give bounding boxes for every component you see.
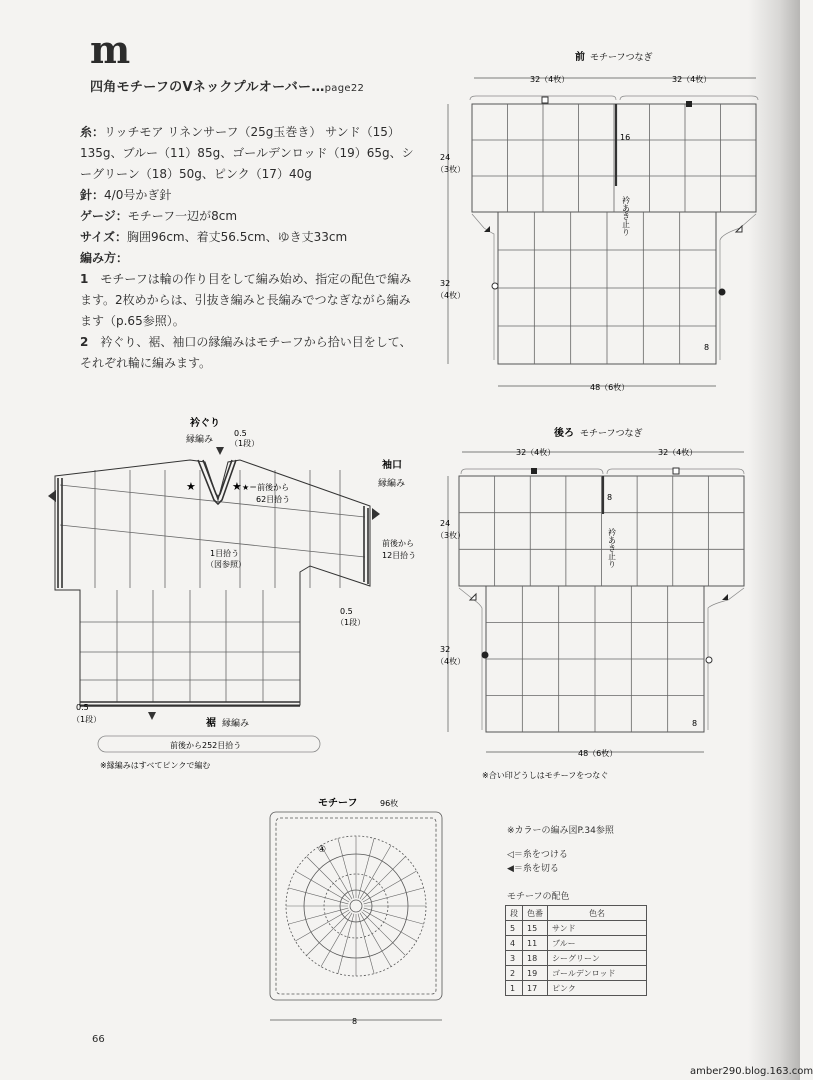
- pattern-title-text: 四角モチーフのVネックプルオーバー…: [90, 80, 325, 95]
- motif-stitch-spoke: [295, 871, 349, 902]
- front-upper-height: 24: [440, 153, 451, 162]
- front-neck-depth: 16: [620, 133, 631, 142]
- header-color-name: 色名: [548, 906, 647, 921]
- motif-stitch-spoke: [362, 912, 406, 956]
- table-cell: 1: [506, 981, 523, 996]
- color-table-header: [506, 906, 647, 921]
- see-figure: （図参照）: [206, 560, 246, 569]
- star-note: ★＝前後から: [242, 483, 290, 492]
- neck-star-right: ★: [232, 480, 242, 493]
- table-cell: 19: [523, 966, 548, 981]
- motif-stitch-spoke: [295, 910, 349, 941]
- table-cell: サンド: [548, 921, 647, 936]
- front-title: 前: [575, 52, 585, 63]
- neck-title: 衿ぐり: [190, 418, 220, 429]
- motif-stitch-spoke: [307, 912, 351, 956]
- table-row: [506, 936, 647, 951]
- back-bottom-width: 48（6枚）: [578, 749, 618, 758]
- back-title: 後ろ: [554, 428, 574, 439]
- cuff-value: 0.5: [340, 607, 353, 616]
- needle-text: 4/0号かぎ針: [104, 188, 172, 202]
- header-color-no: 色番: [523, 906, 548, 921]
- color-table: [505, 905, 647, 996]
- back-lower-height: 32: [440, 645, 451, 654]
- gauge-text: モチーフ一辺が8cm: [127, 209, 238, 223]
- needle-label: 針：: [80, 188, 105, 202]
- color-ref-note: ※カラーの編み図P.34参照: [507, 826, 614, 836]
- back-subtitle: モチーフつなぎ: [580, 429, 643, 439]
- header-round: 段: [506, 906, 523, 921]
- attach-note: ◁＝糸をつける: [507, 850, 568, 860]
- method-label: 編み方：: [80, 251, 129, 265]
- motif-stitch-spoke: [360, 845, 391, 899]
- back-neck-depth: 8: [607, 493, 613, 502]
- hem-title: 裾: [206, 718, 216, 729]
- pattern-letter: m: [90, 27, 131, 72]
- table-cell: シーグリーン: [548, 951, 647, 966]
- table-row: [506, 966, 647, 981]
- motif-size: 8: [352, 1017, 358, 1026]
- hem-pick: 前後から252目拾う: [170, 741, 242, 750]
- motif-stitch-spoke: [321, 913, 352, 967]
- cuff-pick-1: 前後から: [382, 539, 414, 548]
- color-table-title: モチーフの配色: [507, 892, 570, 902]
- back-note: ※合い印どうしはモチーフをつなぐ: [482, 771, 609, 780]
- yarn-label: 糸：: [80, 125, 105, 139]
- neck-sub: 縁編み: [186, 435, 214, 445]
- motif-stitch-spoke: [362, 857, 406, 901]
- back-upper-height: 24: [440, 519, 451, 528]
- motif-stitch-spoke: [307, 857, 351, 901]
- table-cell: 17: [523, 981, 548, 996]
- cuff-sub: 縁編み: [378, 479, 406, 489]
- motif-round-label: ④: [318, 845, 327, 855]
- motif-title: モチーフ: [318, 798, 358, 809]
- gauge-label: ゲージ：: [80, 209, 128, 223]
- table-cell: 5: [506, 921, 523, 936]
- cuff-pick-2: 12目拾う: [382, 551, 417, 560]
- front-top-left-size: 32（4枚）: [530, 75, 570, 84]
- front-opening-label: 衿あき止り: [621, 196, 631, 236]
- motif-stitch-spoke: [364, 888, 424, 904]
- motif-center-ring: [350, 900, 362, 912]
- yarn-text: リッチモア リネンサーフ（25g玉巻き） サンド（15）135g、ブルー（11）85g、ゴールデンロッド（19）65g、シーグリーン（18）50g、ピンク（17）40g: [80, 125, 414, 181]
- neck-star-left: ★: [186, 480, 196, 493]
- table-cell: 15: [523, 921, 548, 936]
- pattern-page-ref: page22: [324, 83, 365, 94]
- page-number: 66: [92, 1034, 105, 1045]
- table-cell: 4: [506, 936, 523, 951]
- front-corner-size: 8: [704, 343, 710, 352]
- hem-sub: 縁編み: [222, 719, 250, 729]
- size-label: サイズ：: [80, 230, 128, 244]
- motif-stitch-spoke: [363, 871, 417, 902]
- back-opening-label: 衿あき止り: [607, 528, 617, 568]
- table-cell: ピンク: [548, 981, 647, 996]
- back-lower-count: （4枚）: [436, 657, 466, 666]
- table-row: [506, 981, 647, 996]
- step-1-text: モチーフは輪の作り目をして編み始め、指定の配色で編みます。2枚めからは、引抜き編みと長編みでつなぎながら編みます（p.65参照）。: [80, 272, 412, 328]
- edge-note: ※縁編みはすべてピンクで編む: [100, 761, 211, 770]
- step-2-number: 2: [80, 335, 89, 349]
- chart-notes: [507, 824, 614, 876]
- table-cell: 11: [523, 936, 548, 951]
- table-row: [506, 921, 647, 936]
- table-cell: ゴールデンロッド: [548, 966, 647, 981]
- size-text: 胸囲96cm、着丈56.5cm、ゆき丈33cm: [127, 230, 348, 244]
- front-upper-count: （3枚）: [436, 165, 466, 174]
- neck-value: 0.5: [234, 429, 247, 438]
- back-corner-size: 8: [692, 719, 698, 728]
- blog-watermark: amber290.blog.163.com: [690, 1066, 813, 1077]
- motif-count: 96枚: [380, 799, 399, 808]
- table-cell: 18: [523, 951, 548, 966]
- step-2-text: 衿ぐり、裾、袖口の縁編みはモチーフから拾い目をして、それぞれ輪に編みます。: [80, 335, 412, 370]
- front-subtitle: モチーフつなぎ: [590, 53, 653, 63]
- pick-one: 1目拾う: [210, 549, 240, 558]
- cuff-title: 袖口: [382, 460, 402, 471]
- hem-rows: （1段）: [72, 715, 102, 724]
- neck-rows: （1段）: [230, 439, 260, 448]
- front-lower-height: 32: [440, 279, 451, 288]
- motif-stitch-spoke: [363, 910, 417, 941]
- back-top-right-size: 32（4枚）: [658, 448, 698, 457]
- hem-value: 0.5: [76, 703, 89, 712]
- motif-stitch-spoke: [360, 913, 391, 967]
- back-upper-count: （3枚）: [436, 531, 466, 540]
- motif-stitch-spoke: [288, 888, 348, 904]
- table-row: [506, 951, 647, 966]
- table-cell: 3: [506, 951, 523, 966]
- motif-stitch-spoke: [338, 914, 354, 974]
- front-lower-count: （4枚）: [436, 291, 466, 300]
- front-top-right-size: 32（4枚）: [672, 75, 712, 84]
- back-top-left-size: 32（4枚）: [516, 448, 556, 457]
- motif-stitch-spoke: [358, 838, 374, 898]
- table-cell: 2: [506, 966, 523, 981]
- motif-stitch-spoke: [358, 914, 374, 974]
- cut-note: ◀＝糸を切る: [507, 864, 559, 874]
- step-1-number: 1: [80, 272, 89, 286]
- table-cell: ブルー: [548, 936, 647, 951]
- motif-stitch-spoke: [364, 908, 424, 924]
- front-bottom-width: 48（6枚）: [590, 383, 630, 392]
- star-count: 62目拾う: [256, 495, 291, 504]
- cuff-rows: （1段）: [336, 618, 366, 627]
- motif-stitch-spoke: [338, 838, 354, 898]
- motif-stitch-spoke: [288, 908, 348, 924]
